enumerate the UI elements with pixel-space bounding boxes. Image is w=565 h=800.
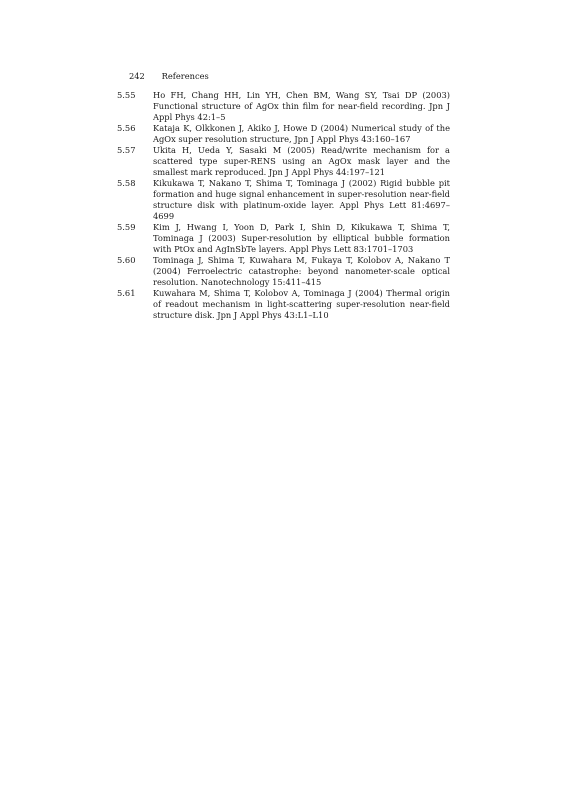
reference-number: 5.56 [117, 123, 136, 133]
reference-text: Kuwahara M, Shima T, Kolobov A, Tominaga J (2004) Thermal origin of readout mechanism in light-scattering super-resolution near-field structure disk. Jpn J Appl Phys 43:L1–L10 [153, 288, 450, 320]
reference-number: 5.59 [117, 222, 136, 232]
reference-number: 5.61 [117, 288, 136, 298]
page-number: 242 [129, 71, 145, 81]
reference-number: 5.55 [117, 90, 136, 100]
reference-item [117, 145, 450, 178]
reference-text: Ukita H, Ueda Y, Sasaki M (2005) Read/write mechanism for a scattered type super-RENS using an AgOx mask layer and the smallest mark reproduced. Jpn J Appl Phys 44:197–121 [153, 145, 450, 177]
reference-item [117, 123, 450, 145]
reference-text: Kikukawa T, Nakano T, Shima T, Tominaga J (2002) Rigid bubble pit formation and huge signal enhancement in super-resolution near-field structure disk with platinum-oxide layer. Appl Phys Lett 81:4697–4699 [153, 178, 450, 221]
reference-text: Kim J, Hwang I, Yoon D, Park I, Shin D, Kikukawa T, Shima T, Tominaga J (2003) Super-resolution by elliptical bubble formation with PtOx and AgInSbTe layers. Appl Phys Lett 83:1701–1703 [153, 222, 450, 254]
reference-list [117, 90, 450, 321]
reference-number: 5.60 [117, 255, 136, 265]
running-header [129, 70, 209, 82]
reference-text: Ho FH, Chang HH, Lin YH, Chen BM, Wang SY, Tsai DP (2003) Functional structure of AgOx thin film for near-field recording. Jpn J Appl Phys 42:1–5 [153, 90, 450, 122]
reference-item [117, 90, 450, 123]
reference-item [117, 178, 450, 222]
section-title: References [161, 71, 209, 81]
reference-text: Kataja K, Olkkonen J, Akiko J, Howe D (2004) Numerical study of the AgOx super resolution structure, Jpn J Appl Phys 43:160–167 [153, 123, 450, 144]
reference-item [117, 222, 450, 255]
reference-item [117, 288, 450, 321]
reference-item [117, 255, 450, 288]
reference-number: 5.57 [117, 145, 136, 155]
reference-text: Tominaga J, Shima T, Kuwahara M, Fukaya T, Kolobov A, Nakano T (2004) Ferroelectric catastrophe: beyond nanometer-scale optical resolution. Nanotechnology 15:411–415 [153, 255, 450, 287]
reference-number: 5.58 [117, 178, 136, 188]
